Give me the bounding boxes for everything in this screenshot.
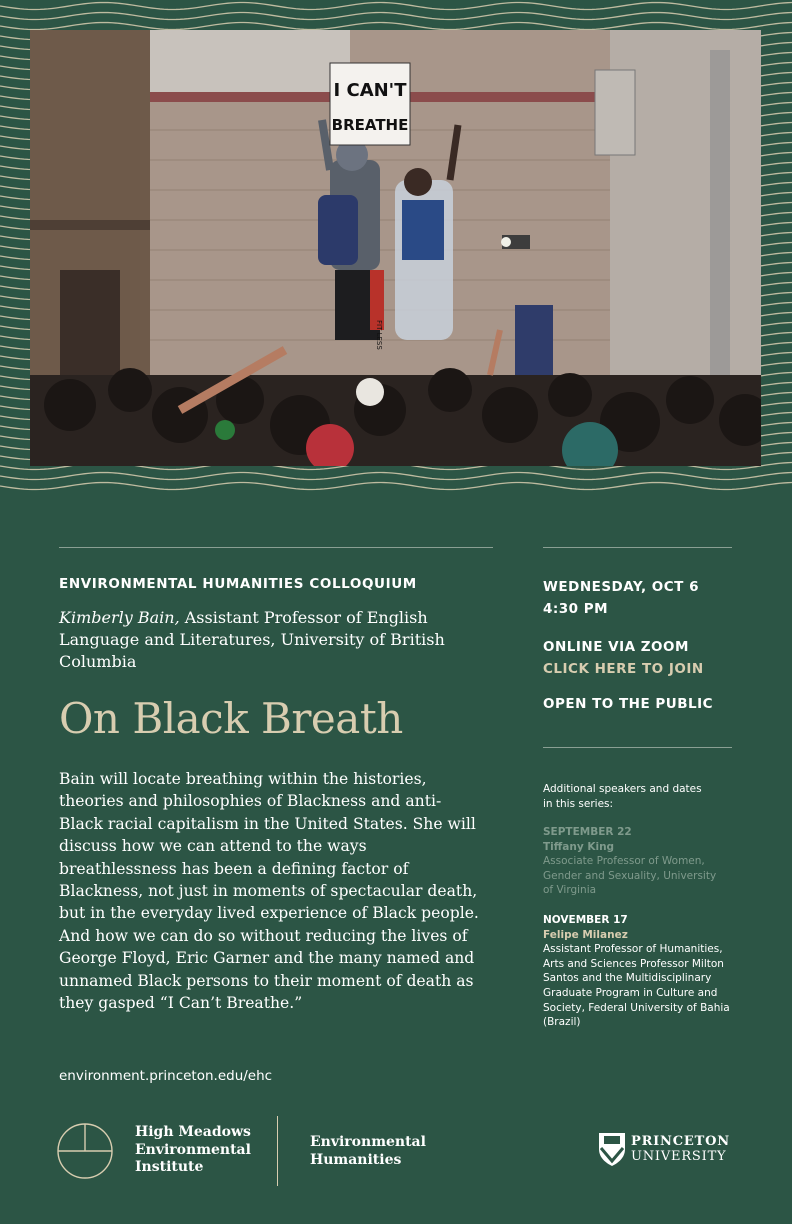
princeton-name	[631, 1135, 730, 1164]
princeton-shield-icon	[597, 1131, 627, 1167]
wave-line	[0, 3, 792, 10]
top-rule-left	[59, 547, 493, 548]
sign-text-line1: I CAN'T	[333, 80, 407, 101]
princeton-line: UNIVERSITY	[631, 1148, 727, 1164]
top-rule-right	[543, 547, 732, 548]
eh-line: Environmental	[310, 1134, 426, 1150]
footer-divider	[277, 1116, 278, 1186]
talk-abstract: Bain will locate breathing within the histories, theories and philosophies of Blackness and anti-Black racial capitalism in the United States. She will discuss how we can attend to the ways breathlessness has been a defining factor of Blackness, not just in moments of spectacular death, but in the everyday lived experience of Black people. And how we can do so without reducing the lives of George Floyd, Eric Garner and the many named and unnamed Black persons to their moment of death as they gasped “I Can’t Breathe.”	[59, 770, 479, 1013]
wave-line	[0, 473, 792, 480]
wave-line	[0, 483, 792, 490]
speaker-affiliation: Assistant Professor of English Language and Literatures, University of British Columbia	[59, 608, 445, 671]
event-datetime	[543, 576, 743, 620]
speaker-info	[59, 607, 469, 673]
event-date: WEDNESDAY, OCT 6	[543, 579, 699, 595]
princeton-line: PRINCETON	[631, 1134, 730, 1149]
wave-line	[0, 13, 792, 20]
sign-text-line2: BREATHE	[331, 116, 409, 134]
hmei-line: Environmental	[135, 1141, 251, 1158]
wave-line	[0, 23, 792, 30]
series-event-speaker: Felipe Milanez	[543, 928, 628, 941]
series-intro: Additional speakers and dates in this series:	[543, 783, 702, 810]
access-label: OPEN TO THE PUBLIC	[543, 696, 714, 712]
speaker-name: Kimberly Bain,	[59, 608, 180, 627]
eh-name	[310, 1133, 426, 1169]
website-link[interactable]: environment.princeton.edu/ehc	[59, 1068, 273, 1084]
hmei-name	[135, 1124, 251, 1177]
eh-line: Humanities	[310, 1152, 402, 1168]
series-event	[543, 913, 733, 1030]
event-time: 4:30 PM	[543, 601, 609, 617]
series-event-speaker: Tiffany King	[543, 840, 615, 853]
talk-title: On Black Breath	[59, 694, 403, 743]
hero-photo	[30, 30, 761, 466]
series-event	[543, 825, 728, 898]
location-label: ONLINE VIA ZOOM	[543, 639, 689, 655]
shoe-text: FIT LESS	[375, 320, 383, 350]
series-event-title: Assistant Professor of Humanities, Arts and Sciences Professor Milton Santos and the Multidisciplinary Graduate Program in Culture and Society, Federal University of Bahia (Brazil)	[543, 943, 730, 1029]
event-location	[543, 636, 743, 680]
series-event-title: Associate Professor of Women, Gender and Sexuality, University of Virginia	[543, 855, 717, 897]
hmei-line: High Meadows	[135, 1124, 251, 1140]
join-link[interactable]: CLICK HERE TO JOIN	[543, 661, 704, 677]
mid-rule-right	[543, 747, 732, 748]
series-event-date: NOVEMBER 17	[543, 914, 628, 926]
series-event-date: SEPTEMBER 22	[543, 826, 632, 838]
series-title: ENVIRONMENTAL HUMANITIES COLLOQUIUM	[59, 576, 417, 592]
hmei-logo-icon	[55, 1121, 115, 1181]
hmei-line: Institute	[135, 1159, 204, 1175]
